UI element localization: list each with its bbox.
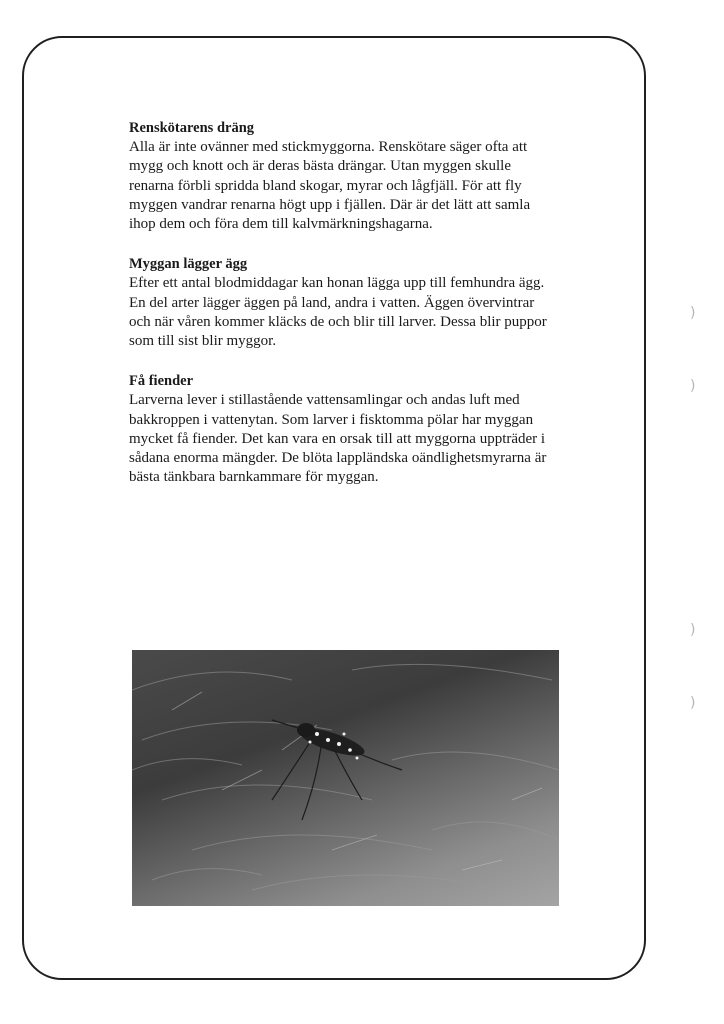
section-body: Efter ett antal blodmiddagar kan honan lägga upp till femhundra ägg. En del arter lägger äggen på land, andra i vatten. Äggen övervintrar och när våren kommer kläcks de och blir till larver. Dessa blir puppor som till sist blir myggor. [129, 275, 547, 350]
margin-mark: ) [690, 305, 696, 321]
section-body: Larverna lever i stillastående vattensamlingar och andas luft med bakkroppen i vattenytan. Som larver i fisktomma pölar har myggan mycket få fiender. Det kan vara en orsak till att myggorna uppträder i sådana enorma mängder. De blöta lappländska oändlighetsmyrarna är bästa tänkbara barnkammare för myggan. [129, 392, 547, 486]
section-heading: Få fiender [129, 373, 194, 390]
section-heading: Renskötarens dräng [129, 120, 255, 136]
section-heading: Myggan lägger ägg [129, 256, 248, 273]
margin-mark: ) [690, 622, 696, 638]
section-body: Alla är inte ovänner med stickmyggorna. Renskötare säger ofta att mygg och knott och är deras bästa drängar. Utan myggen skulle renarna förbli spridda bland skogar, myrar och lågfjäll. För att fly myggen vandrar renarna högt upp i fjällen. Där är det lätt att samla ihop dem och föra dem till kalvmärkningshagarna. [129, 139, 531, 233]
section-fa-fiender [129, 372, 549, 487]
mosquito-photo [132, 650, 559, 906]
margin-mark: ) [690, 695, 696, 711]
mosquito-icon [272, 720, 402, 820]
section-myggan-lagger-agg [129, 255, 549, 351]
skin-hair-texture [132, 664, 559, 890]
section-renskotarens-drang [129, 119, 549, 234]
mosquito-on-skin-image [132, 650, 559, 906]
article-text [129, 119, 549, 508]
margin-mark: ) [690, 378, 696, 394]
